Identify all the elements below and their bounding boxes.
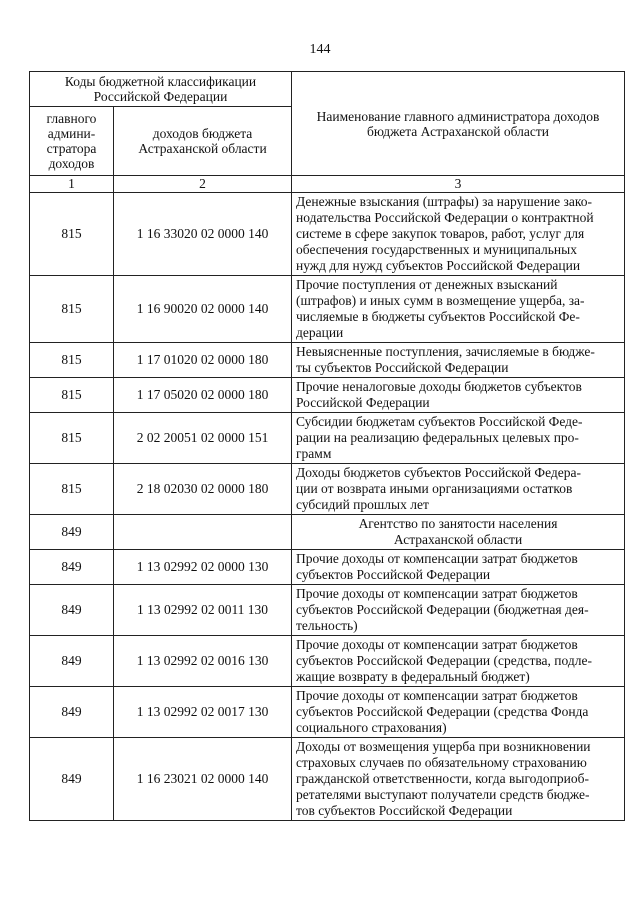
name-line: Прочие доходы от компенсации затрат бюджетов (296, 688, 578, 703)
name-line: Субсидии бюджетам субъектов Российской Феде- (296, 414, 583, 429)
table-row (30, 193, 625, 276)
income-code-cell: 1 13 02992 02 0011 130 (114, 585, 292, 636)
name-line: Прочие доходы от компенсации затрат бюджетов (296, 551, 578, 566)
table-row (30, 687, 625, 738)
table-row (30, 738, 625, 821)
header-admin-column: главного админи- стратора доходов (30, 107, 114, 176)
name-line: обеспечения государственных и муниципальных (296, 242, 577, 257)
header-income-column: доходов бюджета Астраханской области (114, 107, 292, 176)
admin-code-cell: 849 (30, 636, 114, 687)
admin-code-cell: 815 (30, 464, 114, 515)
name-line: (штрафов) и иных сумм в возмещение ущерба, за- (296, 293, 585, 308)
name-line: субсидий прошлых лет (296, 497, 429, 512)
column-number: 1 (30, 176, 114, 193)
name-line: Прочие поступления от денежных взысканий (296, 277, 558, 292)
header-codes-group: Коды бюджетной классификации Российской Федерации (30, 72, 292, 107)
name-line: Прочие доходы от компенсации затрат бюджетов (296, 586, 578, 601)
column-number: 3 (292, 176, 625, 193)
agency-heading-row (30, 515, 625, 550)
page-number: 144 (309, 42, 331, 57)
income-code-cell: 1 13 02992 02 0000 130 (114, 550, 292, 585)
table-row (30, 343, 625, 378)
header-name-column: Наименование главного администратора доходов бюджета Астраханской области (292, 72, 625, 176)
name-line: ты субъектов Российской Федерации (296, 360, 509, 375)
name-line: субъектов Российской Федерации (средства, подле- (296, 653, 592, 668)
admin-code-cell: 815 (30, 276, 114, 343)
admin-code-cell: 815 (30, 343, 114, 378)
income-code-cell: 1 13 02992 02 0017 130 (114, 687, 292, 738)
name-line: дерации (296, 325, 344, 340)
name-line: жащие возврату в федеральный бюджет) (296, 669, 530, 684)
name-line: Невыясненные поступления, зачисляемые в бюдже- (296, 344, 595, 359)
table-row (30, 636, 625, 687)
income-name-cell (292, 585, 625, 636)
table-row (30, 550, 625, 585)
income-name-cell (292, 464, 625, 515)
table-row (30, 413, 625, 464)
name-line: гражданской ответственности, когда выгодоприоб- (296, 771, 589, 786)
income-code-cell: 2 02 20051 02 0000 151 (114, 413, 292, 464)
name-line: Агентство по занятости населения (358, 516, 558, 531)
income-name-cell (292, 738, 625, 821)
name-line: Доходы от возмещения ущерба при возникновении (296, 739, 591, 754)
name-line: ретателями выступают получатели средств бюдже- (296, 787, 590, 802)
admin-code-cell: 815 (30, 413, 114, 464)
name-line: ции от возврата иными организациями остатков (296, 481, 573, 496)
name-line: Доходы бюджетов субъектов Российской Федера- (296, 465, 582, 480)
income-name-cell (292, 343, 625, 378)
table-row (30, 464, 625, 515)
name-line: нодательства Российской Федерации о контрактной (296, 210, 594, 225)
income-code-cell: 1 17 01020 02 0000 180 (114, 343, 292, 378)
name-line: страховых случаев по обязательному страхованию (296, 755, 587, 770)
name-line: рации на реализацию федеральных целевых про- (296, 430, 579, 445)
income-code-cell: 1 13 02992 02 0016 130 (114, 636, 292, 687)
budget-classification-table (29, 71, 625, 821)
admin-code-cell: 849 (30, 515, 114, 550)
name-line: Астраханской области (393, 532, 523, 547)
name-line: социального страхования) (296, 720, 447, 735)
table-row (30, 276, 625, 343)
name-line: тов субъектов Российской Федерации (296, 803, 513, 818)
name-line: числяемые в бюджеты субъектов Российской Фе- (296, 309, 580, 324)
admin-code-cell: 849 (30, 585, 114, 636)
income-name-cell (292, 413, 625, 464)
name-line: системе в сфере закупок товаров, работ, услуг для (296, 226, 585, 241)
agency-name-cell (292, 515, 625, 550)
income-name-cell (292, 378, 625, 413)
name-line: субъектов Российской Федерации (бюджетная дея- (296, 602, 589, 617)
name-line: Российской Федерации (296, 395, 430, 410)
admin-code-cell: 849 (30, 550, 114, 585)
table-row (30, 378, 625, 413)
name-line: нужд для нужд субъектов Российской Федерации (296, 258, 581, 273)
income-code-cell (114, 515, 292, 550)
income-name-cell (292, 193, 625, 276)
name-line: тельность) (296, 618, 358, 633)
income-name-cell (292, 276, 625, 343)
admin-code-cell: 815 (30, 378, 114, 413)
admin-code-cell: 815 (30, 193, 114, 276)
income-code-cell: 1 16 90020 02 0000 140 (114, 276, 292, 343)
table-header (30, 72, 625, 193)
column-number: 2 (114, 176, 292, 193)
income-code-cell: 1 17 05020 02 0000 180 (114, 378, 292, 413)
name-line: Прочие неналоговые доходы бюджетов субъектов (296, 379, 582, 394)
table-body (30, 193, 625, 821)
name-line: грамм (296, 446, 332, 461)
name-line: субъектов Российской Федерации (средства Фонда (296, 704, 589, 719)
column-numbers-row (30, 176, 625, 193)
income-code-cell: 1 16 23021 02 0000 140 (114, 738, 292, 821)
table-row (30, 585, 625, 636)
name-line: Денежные взыскания (штрафы) за нарушение зако- (296, 194, 592, 209)
name-line: Прочие доходы от компенсации затрат бюджетов (296, 637, 578, 652)
income-code-cell: 2 18 02030 02 0000 180 (114, 464, 292, 515)
income-code-cell: 1 16 33020 02 0000 140 (114, 193, 292, 276)
admin-code-cell: 849 (30, 687, 114, 738)
income-name-cell (292, 687, 625, 738)
admin-code-cell: 849 (30, 738, 114, 821)
income-name-cell (292, 550, 625, 585)
income-name-cell (292, 636, 625, 687)
name-line: субъектов Российской Федерации (296, 567, 491, 582)
